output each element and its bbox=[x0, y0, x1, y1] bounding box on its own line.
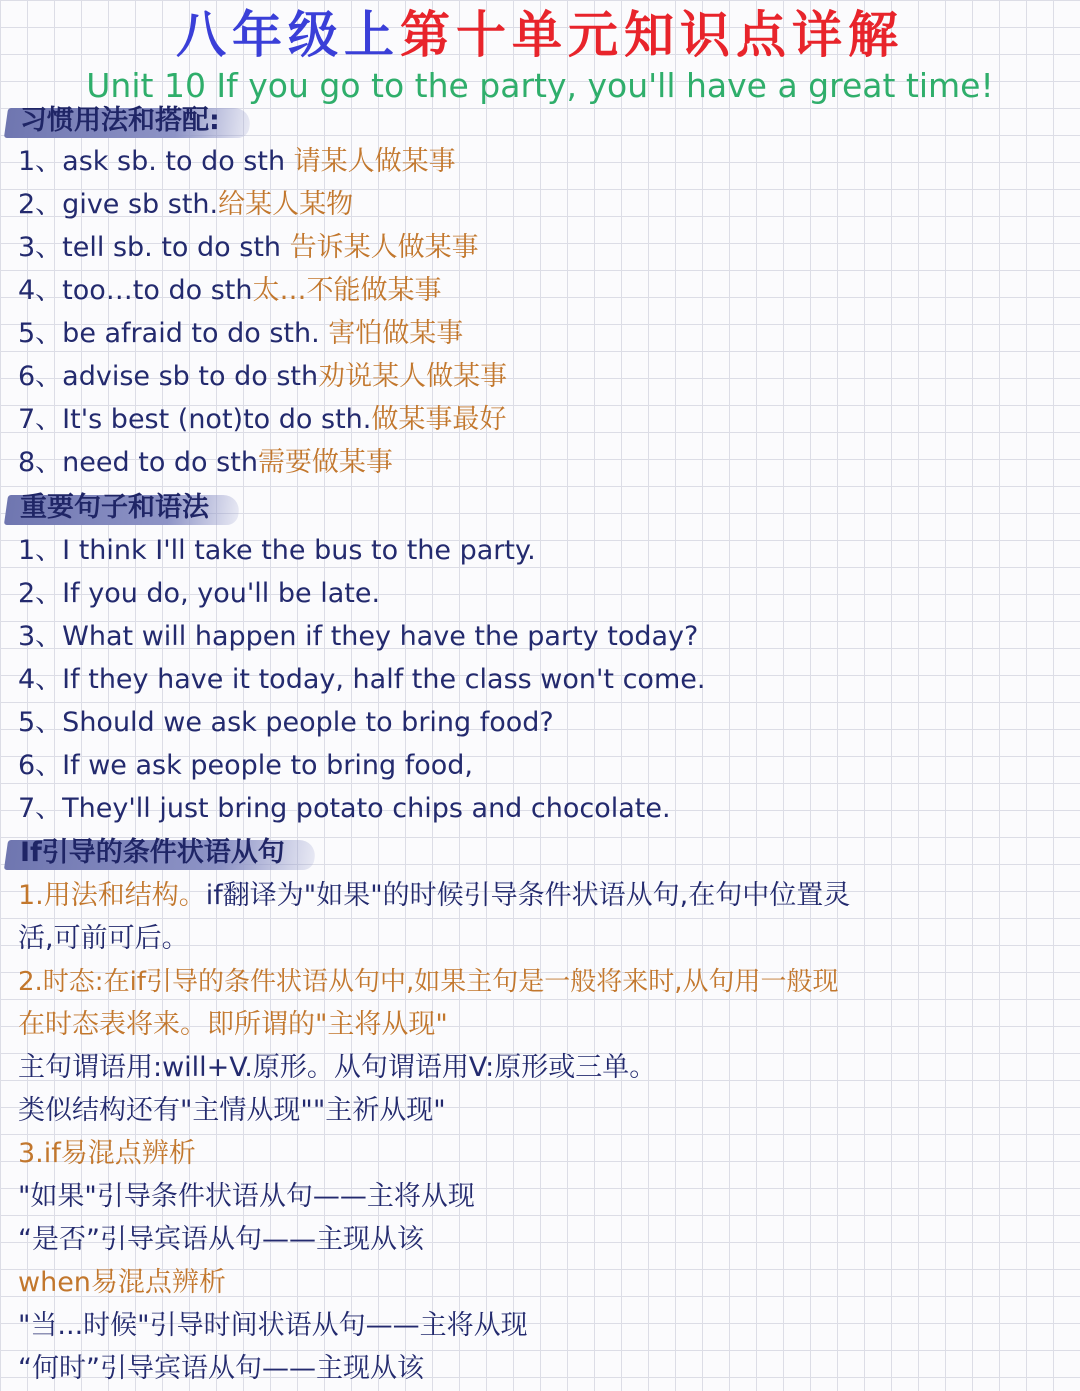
when-confusion-line1: "当...时候"引导时间状语从句——主将从现 bbox=[18, 1310, 528, 1341]
if-confusion-line2: “是否”引导宾语从句——主现从该 bbox=[18, 1224, 424, 1255]
if-confusion-label: 3.if易混点辨析 bbox=[18, 1138, 196, 1169]
list-item: 4、too…to do sth太…不能做某事 bbox=[18, 275, 442, 306]
section1-heading: 习惯用法和搭配: bbox=[18, 102, 250, 140]
title-part2: 第十单元知识点详解 bbox=[400, 6, 904, 64]
list-item: 7、They'll just bring potato chips and chocolate. bbox=[18, 793, 671, 824]
title-part1: 八年级上 bbox=[176, 6, 400, 64]
if-confusion-line1: "如果"引导条件状语从句——主将从现 bbox=[18, 1181, 475, 1212]
usage-paragraph-line2: 活,可前可后。 bbox=[18, 923, 189, 954]
list-item: 4、If they have it today, half the class won't come. bbox=[18, 664, 706, 695]
list-item: 2、If you do, you'll be late. bbox=[18, 578, 381, 609]
tense-paragraph-line3: 主句谓语用:will+V.原形。从句谓语用V:原形或三单。 bbox=[18, 1052, 657, 1083]
list-item: 7、It's best (not)to do sth.做某事最好 bbox=[18, 404, 507, 435]
page-subtitle: Unit 10 If you go to the party, you'll have a great time! bbox=[86, 66, 994, 105]
section3-heading: If引导的条件状语从句 bbox=[18, 834, 315, 872]
list-item: 2、give sb sth.给某人某物 bbox=[18, 189, 354, 220]
tense-paragraph-line4: 类似结构还有"主情从现""主祈从现" bbox=[18, 1095, 446, 1126]
usage-paragraph-line1: 1.用法和结构。if翻译为"如果"的时候引导条件状语从句,在句中位置灵 bbox=[18, 880, 851, 911]
page-title bbox=[0, 4, 1080, 66]
list-item: 6、advise sb to do sth劝说某人做某事 bbox=[18, 361, 508, 392]
tense-paragraph-line2: 在时态表将来。即所谓的"主将从现" bbox=[18, 1009, 448, 1040]
tense-paragraph-line1: 2.时态:在if引导的条件状语从句中,如果主句是一般将来时,从句用一般现 bbox=[18, 967, 839, 997]
when-confusion-line2: “何时”引导宾语从句——主现从该 bbox=[18, 1353, 424, 1384]
list-item: 1、I think I'll take the bus to the party. bbox=[18, 535, 536, 566]
when-confusion-label: when易混点辨析 bbox=[18, 1267, 226, 1298]
list-item: 5、be afraid to do sth. 害怕做某事 bbox=[18, 318, 464, 349]
list-item: 6、If we ask people to bring food, bbox=[18, 750, 473, 781]
section2-heading: 重要句子和语法 bbox=[18, 489, 239, 527]
list-item: 8、need to do sth需要做某事 bbox=[18, 447, 393, 478]
list-item: 5、Should we ask people to bring food? bbox=[18, 707, 554, 738]
list-item: 3、What will happen if they have the party today? bbox=[18, 621, 699, 652]
list-item: 3、tell sb. to do sth 告诉某人做某事 bbox=[18, 232, 479, 263]
list-item: 1、ask sb. to do sth 请某人做某事 bbox=[18, 146, 456, 177]
